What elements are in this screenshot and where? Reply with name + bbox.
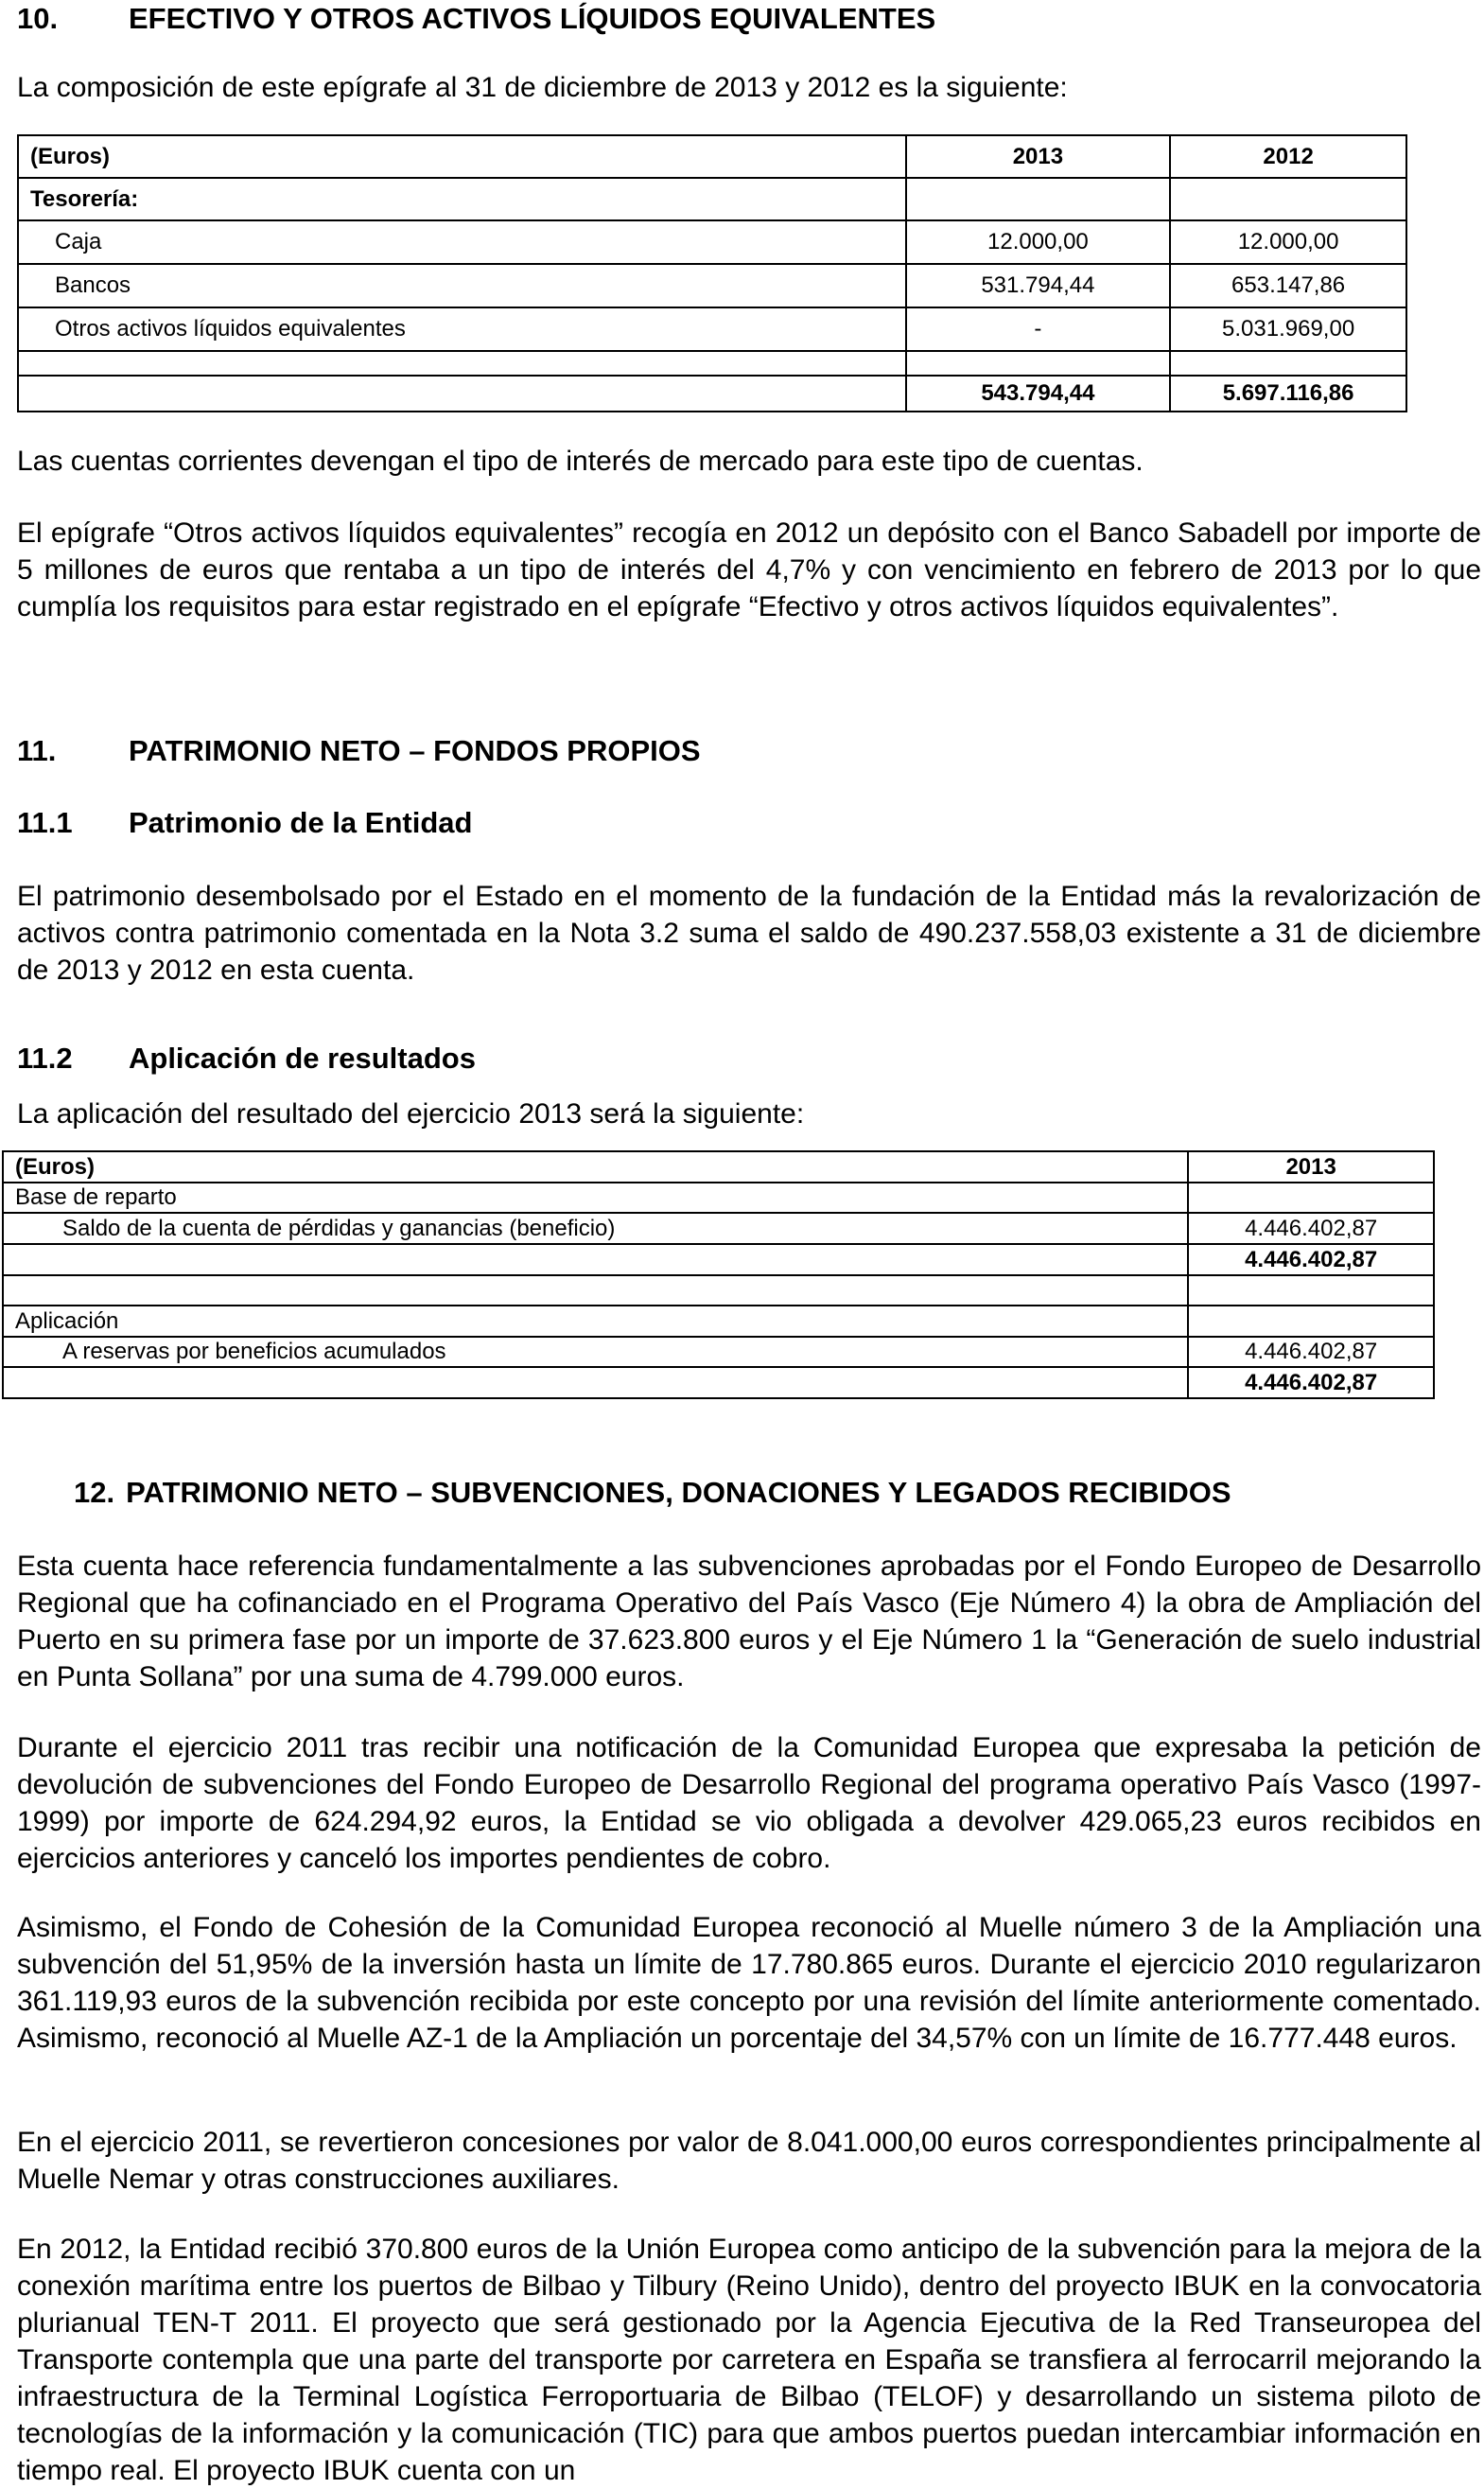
- section-number: 11.2: [17, 1042, 73, 1075]
- table-row: [18, 220, 1406, 264]
- header-cell: (Euros): [18, 135, 906, 178]
- paragraph: Esta cuenta hace referencia fundamentalmente a las subvenciones aprobadas por el Fondo Europeo de Desarrollo Regional que ha cofinanciado en el Programa Operativo del País Vasco (Eje Número 4) la obra de Ampliación del Puerto en su primera fase por un importe de 37.623.800 euros y el Eje Número 1 la “Generación de suelo industrial en Punta Sollana” por una suma de 4.799.000 euros.: [17, 1551, 1481, 1692]
- section-number: 11.: [17, 734, 57, 767]
- table-header-row: [3, 1151, 1434, 1183]
- section-11-heading: [17, 734, 701, 768]
- total-cell: 543.794,44: [906, 376, 1171, 412]
- table-row: [3, 1183, 1434, 1213]
- section-number: 11.1: [17, 806, 73, 839]
- group-label: Tesorería:: [18, 178, 906, 220]
- paragraph: El epígrafe “Otros activos líquidos equivalentes” recogía en 2012 un depósito con el Banco Sabadell por importe de 5 millones de euros que rentaba a un tipo de interés del 4,7% y con vencimiento en febrero de 2013 por lo que cumplía los requisitos para estar registrado en el epígrafe “Efectivo y otros activos líquidos equivalentes”.: [17, 517, 1481, 622]
- section-12-heading: [74, 1476, 1231, 1510]
- value-cell: 12.000,00: [1170, 220, 1406, 264]
- value-cell: 4.446.402,87: [1188, 1337, 1434, 1367]
- table-header-row: [18, 135, 1406, 178]
- empty-cell: [18, 376, 906, 412]
- total-cell: 4.446.402,87: [1188, 1244, 1434, 1275]
- total-row: [18, 376, 1406, 412]
- total-cell: 5.697.116,86: [1170, 376, 1406, 412]
- table-row: [18, 178, 1406, 220]
- table-row: [3, 1337, 1434, 1367]
- subsection-11-2-heading: [17, 1042, 476, 1076]
- table-row: [18, 351, 1406, 376]
- header-cell: 2012: [1170, 135, 1406, 178]
- row-label: A reservas por beneficios acumulados: [3, 1337, 1188, 1367]
- paragraph: En el ejercicio 2011, se revertieron concesiones por valor de 8.041.000,00 euros correspondientes principalmente al Muelle Nemar y otras construcciones auxiliares.: [17, 2127, 1481, 2195]
- value-cell: 5.031.969,00: [1170, 307, 1406, 351]
- empty-cell: [1188, 1306, 1434, 1337]
- total-cell: 4.446.402,87: [1188, 1367, 1434, 1398]
- table-row: [18, 307, 1406, 351]
- empty-cell: [1170, 351, 1406, 376]
- total-row: [3, 1367, 1434, 1398]
- paragraph: Asimismo, el Fondo de Cohesión de la Comunidad Europea reconoció al Muelle número 3 de la Ampliación una subvención del 51,95% de la inversión hasta un límite de 17.780.865 euros. Durante el ejercicio 2010 regularizaron 361.119,93 euros de la subvención recibida por este concepto por una revisión del límite anteriormente comentado. Asimismo, reconoció al Muelle AZ-1 de la Ampliación un porcentaje del 34,57% con un límite de 16.777.448 euros.: [17, 1912, 1481, 2054]
- cash-table: [17, 134, 1407, 412]
- subsection-11-1-heading: [17, 806, 472, 840]
- total-row: [3, 1244, 1434, 1275]
- table-row: [3, 1213, 1434, 1244]
- section-10-heading: [17, 2, 935, 36]
- value-cell: 653.147,86: [1170, 264, 1406, 307]
- row-label: Bancos: [18, 264, 906, 307]
- results-table: [2, 1150, 1435, 1399]
- header-cell: 2013: [1188, 1151, 1434, 1183]
- section-title: PATRIMONIO NETO – SUBVENCIONES, DONACIONES Y LEGADOS RECIBIDOS: [126, 1476, 1231, 1509]
- empty-cell: [1188, 1183, 1434, 1213]
- section-title: EFECTIVO Y OTROS ACTIVOS LÍQUIDOS EQUIVALENTES: [129, 2, 936, 35]
- section-10-intro: La composición de este epígrafe al 31 de diciembre de 2013 y 2012 es la siguiente:: [17, 72, 1068, 103]
- section-11-2-intro: La aplicación del resultado del ejercicio 2013 será la siguiente:: [17, 1098, 805, 1130]
- value-cell: -: [906, 307, 1171, 351]
- value-cell: 531.794,44: [906, 264, 1171, 307]
- row-label: Saldo de la cuenta de pérdidas y ganancias (beneficio): [3, 1213, 1188, 1244]
- empty-cell: [906, 351, 1171, 376]
- empty-cell: [3, 1367, 1188, 1398]
- row-label: Otros activos líquidos equivalentes: [18, 307, 906, 351]
- row-label: Caja: [18, 220, 906, 264]
- empty-cell: [3, 1244, 1188, 1275]
- table-row: [3, 1275, 1434, 1306]
- table-row: [18, 264, 1406, 307]
- empty-cell: [1170, 178, 1406, 220]
- paragraph: Las cuentas corrientes devengan el tipo de interés de mercado para este tipo de cuentas.: [17, 446, 1144, 477]
- table-row: [3, 1306, 1434, 1337]
- section-title: Patrimonio de la Entidad: [129, 806, 473, 839]
- row-label: Aplicación: [3, 1306, 1188, 1337]
- section-title: Aplicación de resultados: [129, 1042, 476, 1075]
- empty-cell: [3, 1275, 1188, 1306]
- section-title: PATRIMONIO NETO – FONDOS PROPIOS: [129, 734, 701, 767]
- empty-cell: [1188, 1275, 1434, 1306]
- paragraph: El patrimonio desembolsado por el Estado en el momento de la fundación de la Entidad más la revalorización de activos contra patrimonio comentada en la Nota 3.2 suma el saldo de 490.237.558,03 existente a 31 de diciembre de 2013 y 2012 en esta cuenta.: [17, 881, 1481, 986]
- header-cell: (Euros): [3, 1151, 1188, 1183]
- empty-cell: [906, 178, 1171, 220]
- value-cell: 4.446.402,87: [1188, 1213, 1434, 1244]
- value-cell: 12.000,00: [906, 220, 1171, 264]
- section-number: 10.: [17, 2, 59, 35]
- paragraph: En 2012, la Entidad recibió 370.800 euros de la Unión Europea como anticipo de la subvención para la mejora de la conexión marítima entre los puertos de Bilbao y Tilbury (Reino Unido), dentro del proyecto IBUK en la convocatoria plurianual TEN-T 2011. El proyecto que será gestionado por la Agencia Ejecutiva de la Red Transeuropea del Transporte contempla que una parte del transporte por carretera en España se transfiera al ferrocarril mejorando la infraestructura de la Terminal Logística Ferroportuaria de Bilbao (TELOF) y desarrollando un sistema piloto de tecnologías de la información y la comunicación (TIC) para que ambos puertos puedan intercambiar información en tiempo real. El proyecto IBUK cuenta con un: [17, 2234, 1481, 2486]
- header-cell: 2013: [906, 135, 1171, 178]
- row-label: Base de reparto: [3, 1183, 1188, 1213]
- empty-cell: [18, 351, 906, 376]
- section-number: 12.: [74, 1476, 115, 1509]
- paragraph: Durante el ejercicio 2011 tras recibir una notificación de la Comunidad Europea que expresaba la petición de devolución de subvenciones del Fondo Europeo de Desarrollo Regional del programa operativo País Vasco (1997-1999) por importe de 624.294,92 euros, la Entidad se vio obligada a devolver 429.065,23 euros recibidos en ejercicios anteriores y canceló los importes pendientes de cobro.: [17, 1732, 1481, 1874]
